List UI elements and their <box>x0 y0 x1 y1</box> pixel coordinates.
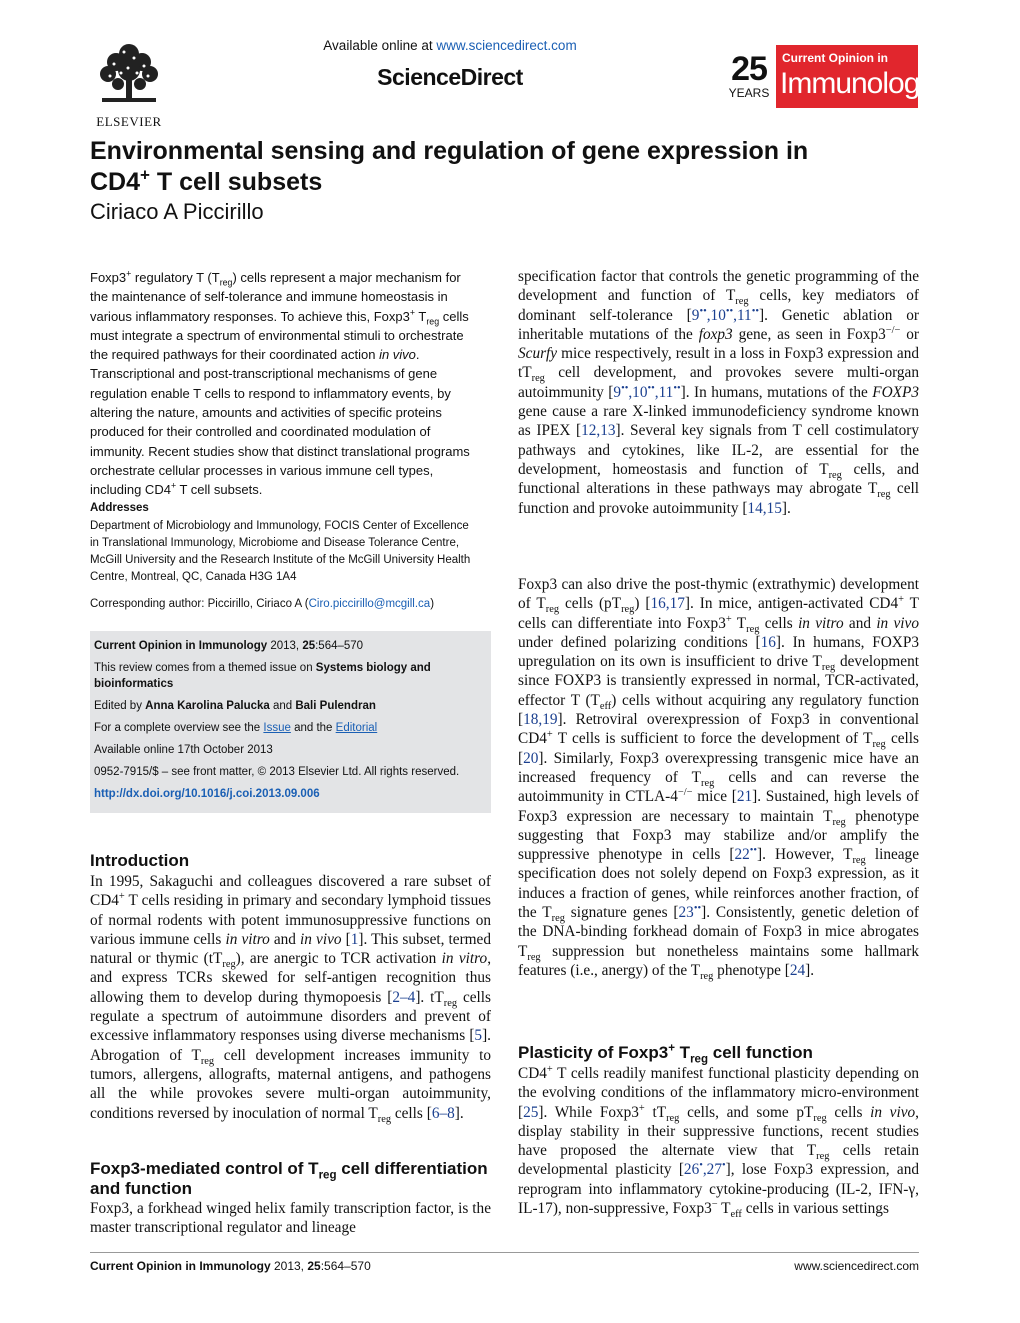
title-sup: + <box>140 165 150 185</box>
foxp3-heading-start: Foxp3-mediated control of T <box>90 1159 319 1178</box>
copyright: 0952-7915/$ – see front matter, © 2013 Elsevier Ltd. All rights reserved. <box>94 766 460 778</box>
themed-topic: Systems biology and bioinformatics <box>94 662 431 690</box>
abstract: Foxp3+ regulatory T $(T_{reg})$ cells represent a major mechanism for the maintenance of self-tolerance and immune homeostasis in various inflammatory responses. To achieve this, Foxp3+ $T_{reg}$ cells must integrate a spectrum of environmental stimuli to orchestrate the required pathways for their coordinated action in vivo. Transcriptional and post-transcriptional mechanisms of gene regulation enable T cells to respond to inflammatory events, by altering the nature, amounts and activities of specific proteins produced for their controlled and coordinated modulation of immunity. Recent studies show that distinct translational programs orchestrate cellular processes in various immune cell types, including CD4+ T cell subsets. <box>90 268 470 498</box>
foxp3-section-text-p2: Foxp3 can also drive the post-thymic (extrathymic) development of $T_{reg}$ cells $(pT_{reg})$ [16,17]. In mice, antigen-activated CD4+ T cells can differentiate into Foxp3+ $T_{reg}$ cells in vitro and in vivo under defined polarizing conditions [16]. In humans, FOXP3 upregulation on its own is insufficient to drive $T_{reg}$ development since FOXP3 is transiently expressed in normal, TCR-activated, effector T $(T_{eff})$ cells without acquiring any regulatory function [18,19]. Retroviral overexpression of Foxp3 in conventional CD4+ T cells is sufficient to force the development of $T_{reg}$ cells [20]. Similarly, Foxp3 overexpressing transgenic mice have an increased frequency of $T_{reg}$ cells and can reverse the autoimmunity in CTLA-4−/− mice [21]. Sustained, high levels of Foxp3 expression are necessary to maintain $T_{reg}$ phenotype suggesting that Foxp3 may stabilize and/or amplify the suppressive phenotype in cells [22••]. However, $T_{reg}$ lineage specification does not solely depend on Foxp3 expression, as it induces a fraction of genes, while reinforces another fraction, of the $T_{reg}$ signature genes [23••]. Consistently, genetic deletion of the DNA-binding forkhead domain of Foxp3 in mice abrogates $T_{reg}$ suppression but nonetheless maintains some hallmark features (i.e., anergy) of the $T_{reg}$ phenotype [24]. <box>518 576 920 982</box>
footer-divider <box>90 1252 919 1253</box>
addresses-text: Department of Microbiology and Immunology, FOCIS Center of Excellence in Translational Immunology, Microbiome and Disease Tolerance Centre, McGill University and the Research Institute of the McGill University Health Centre, Montreal, QC, Canada H3G 1A4 <box>90 520 471 583</box>
elsevier-logo <box>88 40 170 130</box>
themed-prefix: This review comes from a themed issue on <box>94 662 316 674</box>
journal-name-block <box>776 45 934 108</box>
corresponding-author <box>90 598 480 610</box>
overview-prefix: For a complete overview see the <box>94 722 264 734</box>
plasticity-heading-sup: + <box>668 1042 675 1055</box>
plasticity-heading-end: cell function <box>708 1043 813 1062</box>
corresponding-suffix: ) <box>430 598 435 610</box>
footer-citation <box>90 1259 371 1273</box>
overview-line <box>94 720 487 736</box>
corresponding-prefix: Corresponding author: Piccirillo, Ciriaco A ( <box>90 598 309 610</box>
plasticity-heading-t: T <box>674 1043 691 1062</box>
overview-and: and the <box>290 722 336 734</box>
plasticity-heading-start: Plasticity of Foxp3 <box>518 1043 669 1062</box>
footer-pages: :564–570 <box>320 1259 371 1273</box>
journal-logo <box>724 45 934 108</box>
plasticity-heading-sub: reg <box>690 1053 709 1066</box>
author-name: Ciriaco A Piccirillo <box>90 199 264 224</box>
issue-link[interactable]: Issue <box>263 722 291 734</box>
author-email-link[interactable]: Ciro.piccirillo@mcgill.ca <box>308 598 431 610</box>
introduction-heading: Introduction <box>90 851 190 870</box>
sciencedirect-link[interactable]: www.sciencedirect.com <box>436 38 577 53</box>
anniversary-years: YEARS <box>728 86 770 100</box>
edited-prefix: Edited by <box>94 700 146 712</box>
info-volume: 25 <box>302 640 316 652</box>
foxp3-heading-sub: reg <box>318 1169 337 1182</box>
plasticity-section-text: CD4+ T cells readily manifest functional plasticity depending on the evolving conditions of the inflammatory micro-environment [25]. While Foxp3+ $tT_{reg}$ cells, and some $pT_{reg}$ cells in vivo, display stability in their suppressive functions, recent studies have proposed the alternate view that $T_{reg}$ cells retain developmental plasticity [26•,27•], lose Foxp3 expression, and reprogram into inflammatory cytokine-producing (IL-2, IFN-γ, IL-17), non-suppressive, Foxp3− $T_{eff}$ cells in various settings <box>518 1063 919 1221</box>
title-end: T cell subsets <box>149 168 323 196</box>
article-title <box>90 136 930 198</box>
foxp3-section-text: Foxp3, a forkhead winged helix family transcription factor, is the master transcriptional regulator and lineage <box>90 1200 491 1237</box>
title-cd4: CD4 <box>90 168 141 196</box>
edited-by <box>94 698 487 714</box>
foxp3-heading-end: cell differentiation and function <box>90 1159 488 1198</box>
plasticity-section-heading <box>518 1042 919 1066</box>
foxp3-section-heading <box>90 1159 491 1199</box>
info-year: 2013, <box>267 640 303 652</box>
footer-volume: 25 <box>307 1259 321 1273</box>
introduction-text: In 1995, Sakaguchi and colleagues discovered a rare subset of CD4+ T cells residing in primary and secondary lymphoid tissues of normal rodents with potent immunosuppressive functions on various immune cells in vitro and in vivo [1]. This subset, termed natural or thymic $(tT_{reg})$, are anergic to TCR activation in vitro, and express TCRs skewed for self-antigen recognition thus allowing them to develop during thymopoesis [2–4]. $tT_{reg}$ cells regulate a spectrum of autoimmune disorders and prevent of excessive inflammatory responses using diverse mechanisms [5]. Abrogation of $T_{reg}$ cell development increases immunity to tumors, allergens, allografts, maternal antigens, and pathogens all the while provokes severe multi-organ autoimmunity, conditions reversed by inoculation of normal $T_{reg}$ cells [6–8]. <box>90 873 492 1125</box>
anniversary-number: 25 <box>731 50 767 88</box>
title-line-1: Environmental sensing and regulation of gene expression in <box>90 137 809 165</box>
anniversary-badge <box>724 45 774 108</box>
footer-year: 2013, <box>270 1259 308 1273</box>
article-info-box <box>90 631 491 813</box>
journal-name-line2: Immunology <box>780 67 934 100</box>
editor-2: Bali Pulendran <box>295 700 376 712</box>
publisher-wordmark: ELSEVIER <box>96 114 162 129</box>
doi-link[interactable]: http://dx.doi.org/10.1016/j.coi.2013.09.006 <box>94 788 320 800</box>
available-online <box>300 38 600 53</box>
addresses-heading: Addresses <box>90 502 149 514</box>
platform-brand: ScienceDirect <box>377 64 523 90</box>
editorial-link[interactable]: Editorial <box>335 722 378 734</box>
info-journal: Current Opinion in Immunology <box>94 640 268 652</box>
available-date: Available online 17th October 2013 <box>94 744 273 756</box>
footer-journal: Current Opinion in Immunology <box>90 1259 271 1273</box>
info-pages: :564–570 <box>315 640 364 652</box>
available-prefix: Available online at <box>323 38 437 53</box>
editors-and: and <box>269 700 296 712</box>
journal-name-line1: Current Opinion in <box>782 51 888 65</box>
citation-line <box>94 638 487 654</box>
foxp3-section-text-continued: specification factor that controls the genetic programming of the development and function of $T_{reg}$ cells, key mediators of dominant self-tolerance [9••,10••,11••]. Genetic ablation or inheritable mutations of the foxp3 gene, as seen in Foxp3−/− or Scurfy mice respectively, result in a loss in Foxp3 expression and $tT_{reg}$ cell development, and provokes severe multi-organ autoimmunity [9••,10••,11••]. In humans, mutations of the FOXP3 gene cause a rare X-linked immunodeficiency syndrome known as IPEX [12,13]. Several key signals from T cell costimulatory pathways and cytokines, like IL-2, are essential for the development, homeostasis and function of $T_{reg}$ cells, and functional alterations in these pathways may abrogate $T_{reg}$ cell function and provoke autoimmunity [14,15]. <box>518 268 920 517</box>
elsevier-tree-icon <box>88 40 170 112</box>
themed-issue <box>94 660 487 692</box>
editor-1: Anna Karolina Palucka <box>145 700 270 712</box>
footer-site-link[interactable]: www.sciencedirect.com <box>794 1259 919 1273</box>
